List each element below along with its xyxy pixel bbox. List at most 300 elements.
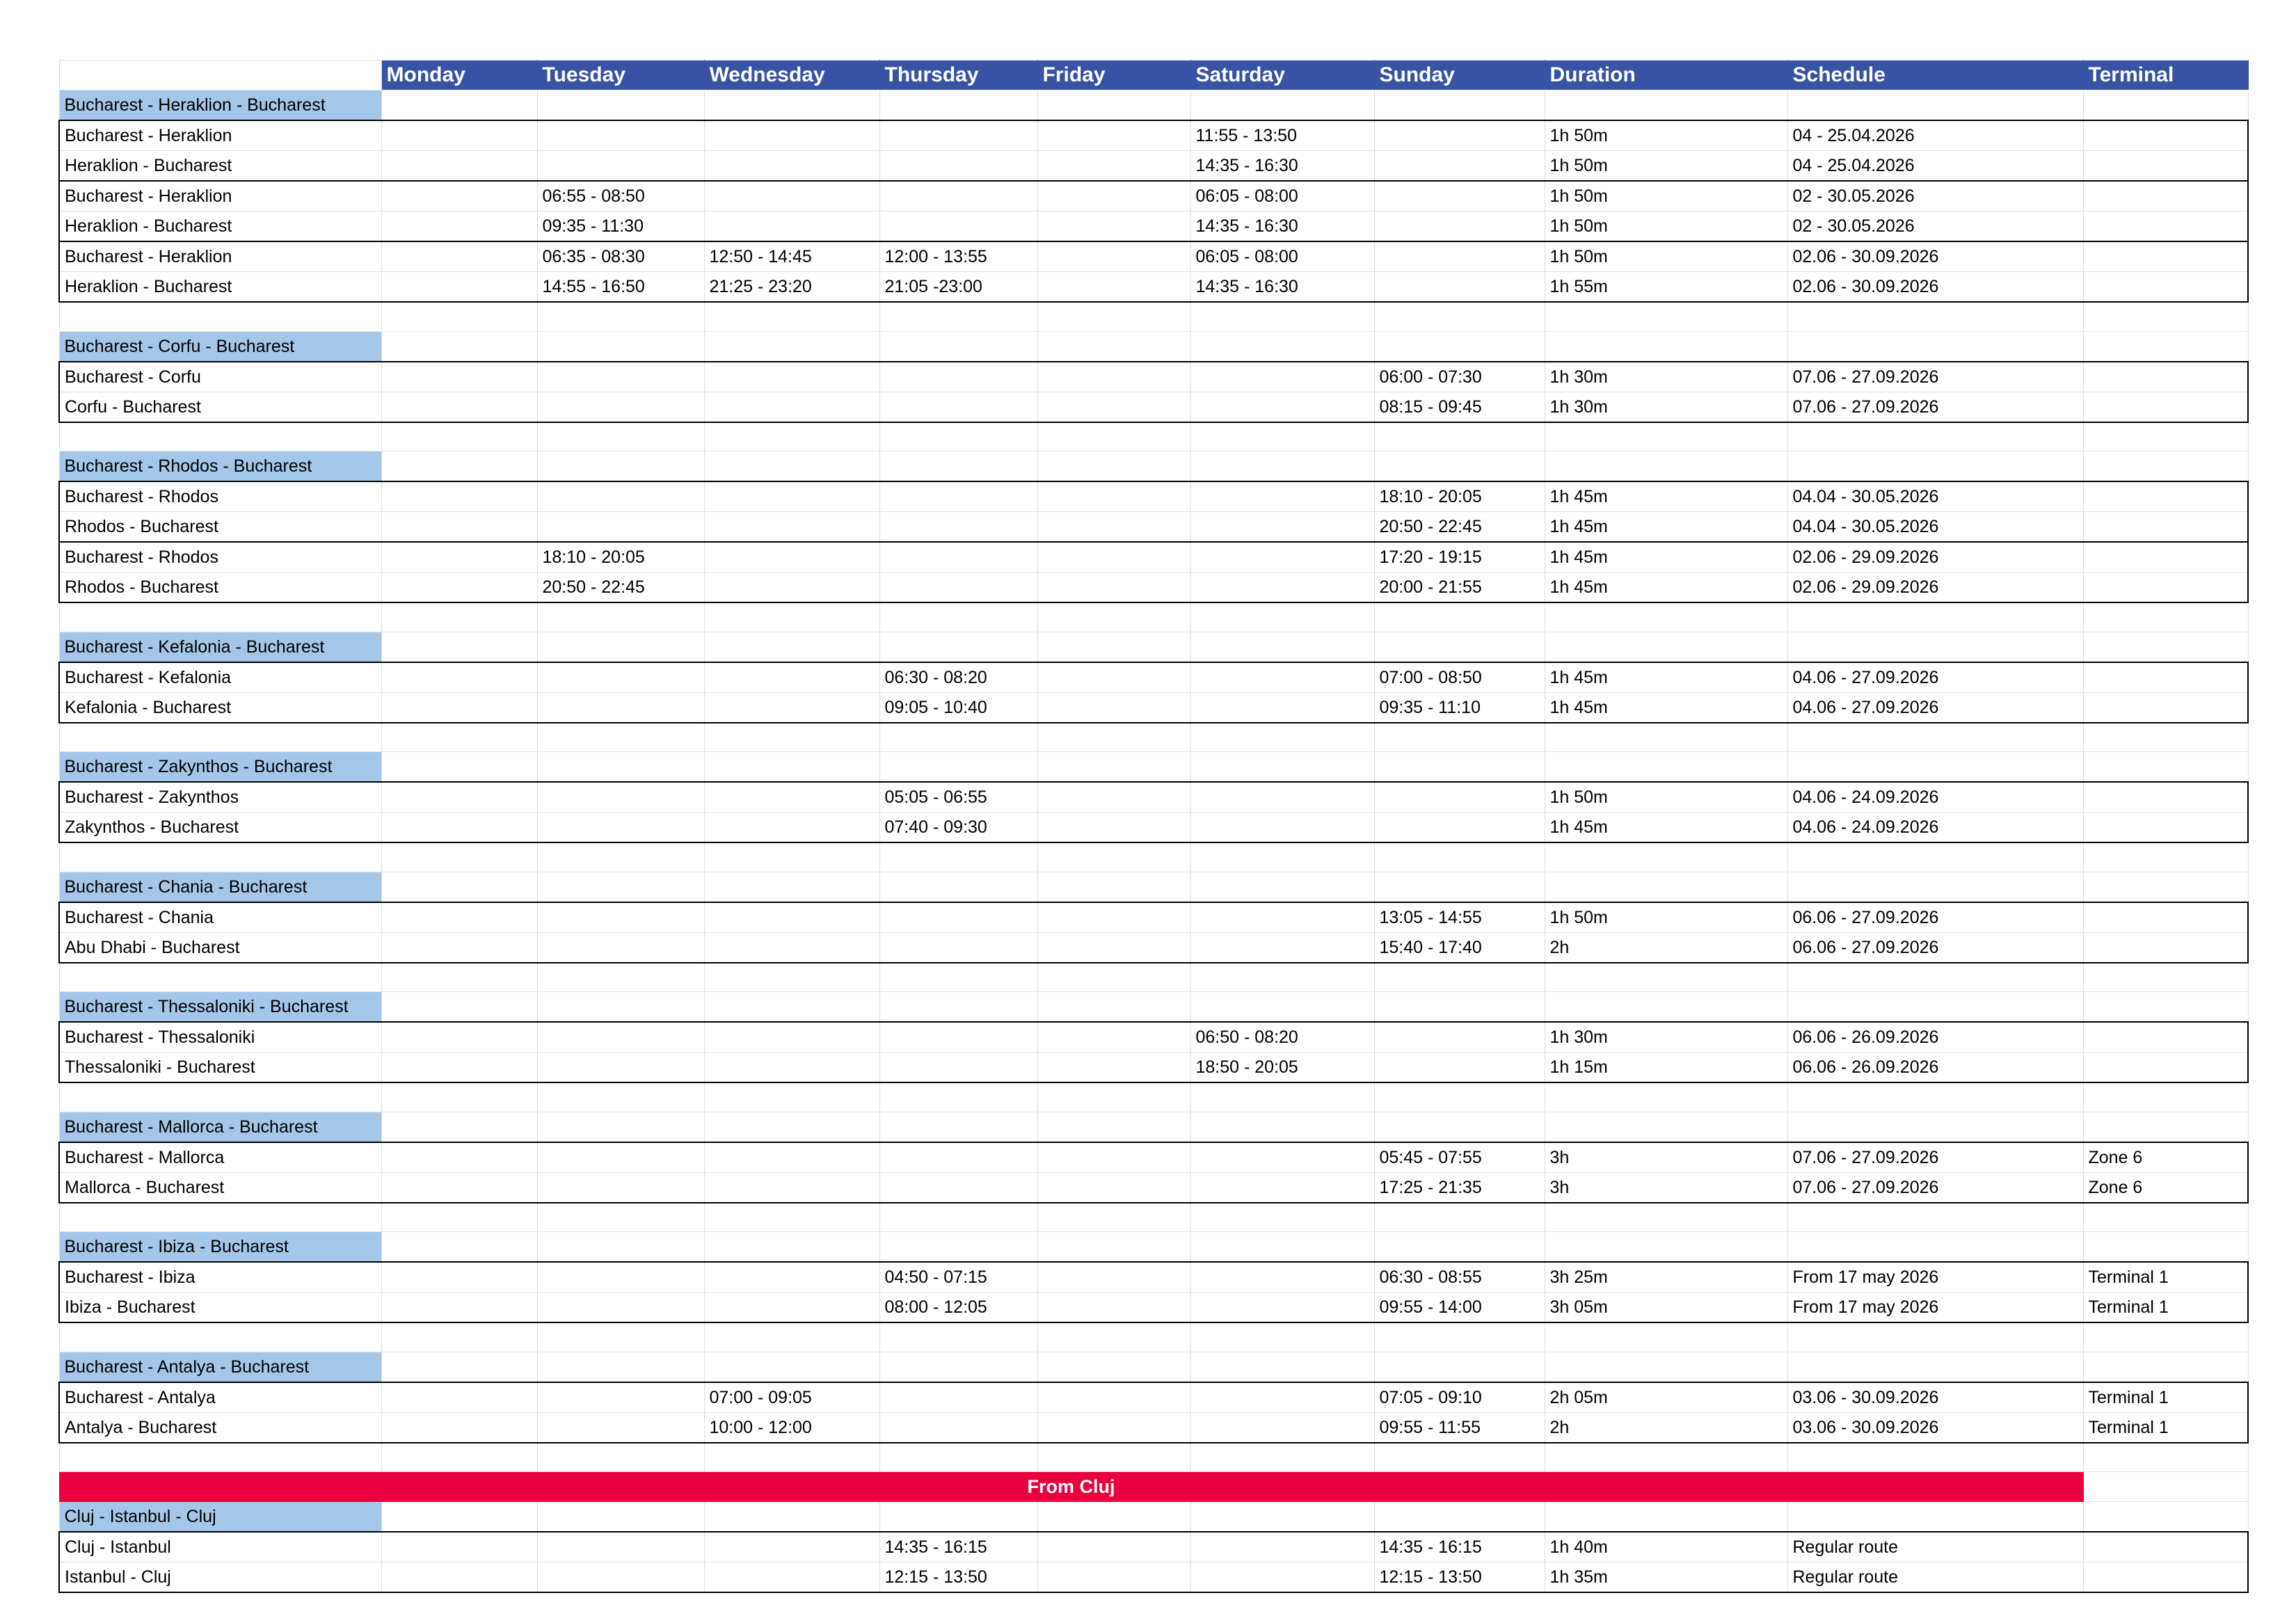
terminal-cell[interactable] bbox=[2083, 1053, 2248, 1083]
wednesday-cell[interactable] bbox=[704, 392, 879, 422]
schedule-cell[interactable]: 02.06 - 29.09.2026 bbox=[1787, 542, 2083, 573]
empty-cell[interactable] bbox=[537, 1322, 704, 1352]
column-header-wednesday[interactable]: Wednesday bbox=[704, 61, 879, 90]
monday-cell[interactable] bbox=[381, 573, 537, 603]
saturday-cell[interactable] bbox=[1190, 1293, 1374, 1323]
empty-cell[interactable] bbox=[704, 1112, 879, 1142]
saturday-cell[interactable] bbox=[1190, 573, 1374, 603]
monday-cell[interactable] bbox=[381, 1262, 537, 1293]
duration-cell[interactable]: 1h 45m bbox=[1545, 573, 1787, 603]
sunday-cell[interactable]: 08:15 - 09:45 bbox=[1374, 392, 1545, 422]
wednesday-cell[interactable] bbox=[704, 512, 879, 543]
sunday-cell[interactable]: 13:05 - 14:55 bbox=[1374, 902, 1545, 933]
empty-cell[interactable] bbox=[1374, 451, 1545, 482]
thursday-cell[interactable] bbox=[879, 1142, 1037, 1173]
empty-cell[interactable] bbox=[704, 632, 879, 662]
thursday-cell[interactable] bbox=[879, 481, 1037, 512]
route-cell[interactable]: Rhodos - Bucharest bbox=[59, 573, 381, 603]
schedule-cell[interactable]: 04.04 - 30.05.2026 bbox=[1787, 512, 2083, 543]
wednesday-cell[interactable] bbox=[704, 662, 879, 693]
route-group-label[interactable]: Bucharest - Rhodos - Bucharest bbox=[59, 451, 381, 482]
empty-cell[interactable] bbox=[1037, 90, 1190, 121]
empty-cell[interactable] bbox=[704, 723, 879, 752]
sunday-cell[interactable]: 09:55 - 11:55 bbox=[1374, 1412, 1545, 1443]
tuesday-cell[interactable] bbox=[537, 481, 704, 512]
empty-cell[interactable] bbox=[2083, 422, 2248, 451]
empty-cell[interactable] bbox=[1037, 1322, 1190, 1352]
empty-cell[interactable] bbox=[1190, 602, 1374, 632]
wednesday-cell[interactable]: 21:25 - 23:20 bbox=[704, 272, 879, 303]
route-cell[interactable]: Mallorca - Bucharest bbox=[59, 1172, 381, 1203]
saturday-cell[interactable] bbox=[1190, 512, 1374, 543]
thursday-cell[interactable] bbox=[879, 1172, 1037, 1203]
route-cell[interactable]: Bucharest - Heraklion bbox=[59, 181, 381, 211]
sunday-cell[interactable]: 07:05 - 09:10 bbox=[1374, 1382, 1545, 1413]
empty-cell[interactable] bbox=[1545, 1232, 1787, 1263]
empty-cell[interactable] bbox=[537, 1232, 704, 1263]
empty-cell[interactable] bbox=[1787, 90, 2083, 121]
thursday-cell[interactable] bbox=[879, 1382, 1037, 1413]
schedule-cell[interactable]: Regular route bbox=[1787, 1562, 2083, 1593]
empty-cell[interactable] bbox=[704, 872, 879, 902]
monday-cell[interactable] bbox=[381, 211, 537, 242]
empty-cell[interactable] bbox=[381, 963, 537, 992]
empty-cell[interactable] bbox=[1545, 1082, 1787, 1112]
empty-cell[interactable] bbox=[1787, 302, 2083, 331]
empty-cell[interactable] bbox=[1787, 1112, 2083, 1142]
empty-cell[interactable] bbox=[704, 963, 879, 992]
duration-cell[interactable]: 1h 15m bbox=[1545, 1053, 1787, 1083]
sunday-cell[interactable]: 05:45 - 07:55 bbox=[1374, 1142, 1545, 1173]
friday-cell[interactable] bbox=[1037, 542, 1190, 573]
thursday-cell[interactable]: 05:05 - 06:55 bbox=[879, 782, 1037, 813]
empty-cell[interactable] bbox=[1037, 602, 1190, 632]
saturday-cell[interactable] bbox=[1190, 932, 1374, 963]
schedule-cell[interactable]: 06.06 - 27.09.2026 bbox=[1787, 932, 2083, 963]
tuesday-cell[interactable] bbox=[537, 902, 704, 933]
thursday-cell[interactable] bbox=[879, 151, 1037, 182]
monday-cell[interactable] bbox=[381, 662, 537, 693]
empty-cell[interactable] bbox=[381, 1112, 537, 1142]
friday-cell[interactable] bbox=[1037, 1053, 1190, 1083]
column-header-friday[interactable]: Friday bbox=[1037, 61, 1190, 90]
empty-cell[interactable] bbox=[1190, 331, 1374, 362]
saturday-cell[interactable] bbox=[1190, 1262, 1374, 1293]
duration-cell[interactable]: 1h 50m bbox=[1545, 120, 1787, 151]
empty-cell[interactable] bbox=[1545, 1502, 1787, 1533]
duration-cell[interactable]: 1h 50m bbox=[1545, 782, 1787, 813]
empty-cell[interactable] bbox=[2083, 842, 2248, 872]
tuesday-cell[interactable] bbox=[537, 362, 704, 392]
monday-cell[interactable] bbox=[381, 512, 537, 543]
sunday-cell[interactable]: 09:55 - 14:00 bbox=[1374, 1293, 1545, 1323]
friday-cell[interactable] bbox=[1037, 120, 1190, 151]
header-corner-cell[interactable] bbox=[59, 61, 381, 90]
empty-cell[interactable] bbox=[879, 1352, 1037, 1382]
wednesday-cell[interactable]: 10:00 - 12:00 bbox=[704, 1412, 879, 1443]
empty-cell[interactable] bbox=[879, 1232, 1037, 1263]
duration-cell[interactable]: 1h 55m bbox=[1545, 272, 1787, 303]
route-cell[interactable]: Heraklion - Bucharest bbox=[59, 151, 381, 182]
tuesday-cell[interactable]: 09:35 - 11:30 bbox=[537, 211, 704, 242]
route-cell[interactable]: Bucharest - Mallorca bbox=[59, 1142, 381, 1173]
route-cell[interactable]: Kefalonia - Bucharest bbox=[59, 692, 381, 723]
friday-cell[interactable] bbox=[1037, 272, 1190, 303]
empty-cell[interactable] bbox=[1374, 1232, 1545, 1263]
saturday-cell[interactable] bbox=[1190, 662, 1374, 693]
saturday-cell[interactable]: 14:35 - 16:30 bbox=[1190, 151, 1374, 182]
route-cell[interactable]: Heraklion - Bucharest bbox=[59, 211, 381, 242]
empty-cell[interactable] bbox=[1374, 1322, 1545, 1352]
empty-cell[interactable] bbox=[381, 842, 537, 872]
empty-cell[interactable] bbox=[704, 1082, 879, 1112]
empty-cell[interactable] bbox=[879, 752, 1037, 783]
monday-cell[interactable] bbox=[381, 1022, 537, 1053]
saturday-cell[interactable] bbox=[1190, 1532, 1374, 1562]
empty-cell[interactable] bbox=[704, 90, 879, 121]
friday-cell[interactable] bbox=[1037, 1562, 1190, 1593]
friday-cell[interactable] bbox=[1037, 1022, 1190, 1053]
sunday-cell[interactable]: 18:10 - 20:05 bbox=[1374, 481, 1545, 512]
empty-cell[interactable] bbox=[59, 1082, 381, 1112]
empty-cell[interactable] bbox=[381, 632, 537, 662]
empty-cell[interactable] bbox=[1190, 302, 1374, 331]
empty-cell[interactable] bbox=[1545, 1203, 1787, 1232]
tuesday-cell[interactable] bbox=[537, 392, 704, 422]
monday-cell[interactable] bbox=[381, 1532, 537, 1562]
monday-cell[interactable] bbox=[381, 813, 537, 843]
empty-cell[interactable] bbox=[1374, 963, 1545, 992]
schedule-cell[interactable]: 04.04 - 30.05.2026 bbox=[1787, 481, 2083, 512]
empty-cell[interactable] bbox=[704, 302, 879, 331]
empty-cell[interactable] bbox=[1545, 1443, 1787, 1472]
empty-cell[interactable] bbox=[1374, 1352, 1545, 1382]
saturday-cell[interactable]: 14:35 - 16:30 bbox=[1190, 211, 1374, 242]
empty-cell[interactable] bbox=[1787, 1322, 2083, 1352]
route-group-label[interactable]: Bucharest - Antalya - Bucharest bbox=[59, 1352, 381, 1382]
empty-cell[interactable] bbox=[1190, 1082, 1374, 1112]
empty-cell[interactable] bbox=[879, 422, 1037, 451]
duration-cell[interactable]: 1h 50m bbox=[1545, 181, 1787, 211]
empty-cell[interactable] bbox=[59, 422, 381, 451]
empty-cell[interactable] bbox=[2083, 302, 2248, 331]
schedule-cell[interactable]: 03.06 - 30.09.2026 bbox=[1787, 1382, 2083, 1413]
thursday-cell[interactable] bbox=[879, 1412, 1037, 1443]
route-cell[interactable]: Abu Dhabi - Bucharest bbox=[59, 932, 381, 963]
tuesday-cell[interactable] bbox=[537, 120, 704, 151]
empty-cell[interactable] bbox=[1374, 302, 1545, 331]
empty-cell[interactable] bbox=[1787, 1082, 2083, 1112]
column-header-terminal[interactable]: Terminal bbox=[2083, 61, 2248, 90]
wednesday-cell[interactable]: 12:50 - 14:45 bbox=[704, 241, 879, 272]
wednesday-cell[interactable] bbox=[704, 1172, 879, 1203]
thursday-cell[interactable]: 12:15 - 13:50 bbox=[879, 1562, 1037, 1593]
column-header-sunday[interactable]: Sunday bbox=[1374, 61, 1545, 90]
empty-cell[interactable] bbox=[537, 723, 704, 752]
wednesday-cell[interactable] bbox=[704, 902, 879, 933]
sunday-cell[interactable]: 20:00 - 21:55 bbox=[1374, 573, 1545, 603]
monday-cell[interactable] bbox=[381, 1382, 537, 1413]
empty-cell[interactable] bbox=[1545, 872, 1787, 902]
schedule-cell[interactable]: From 17 may 2026 bbox=[1787, 1293, 2083, 1323]
duration-cell[interactable]: 1h 50m bbox=[1545, 151, 1787, 182]
column-header-duration[interactable]: Duration bbox=[1545, 61, 1787, 90]
column-header-schedule[interactable]: Schedule bbox=[1787, 61, 2083, 90]
friday-cell[interactable] bbox=[1037, 1412, 1190, 1443]
empty-cell[interactable] bbox=[1787, 842, 2083, 872]
friday-cell[interactable] bbox=[1037, 1532, 1190, 1562]
sunday-cell[interactable] bbox=[1374, 1022, 1545, 1053]
empty-cell[interactable] bbox=[537, 422, 704, 451]
empty-cell[interactable] bbox=[537, 1352, 704, 1382]
monday-cell[interactable] bbox=[381, 542, 537, 573]
empty-cell[interactable] bbox=[1787, 1203, 2083, 1232]
wednesday-cell[interactable]: 07:00 - 09:05 bbox=[704, 1382, 879, 1413]
sunday-cell[interactable]: 17:25 - 21:35 bbox=[1374, 1172, 1545, 1203]
empty-cell[interactable] bbox=[1374, 1203, 1545, 1232]
terminal-cell[interactable] bbox=[2083, 512, 2248, 543]
friday-cell[interactable] bbox=[1037, 813, 1190, 843]
empty-cell[interactable] bbox=[1787, 1352, 2083, 1382]
empty-cell[interactable] bbox=[1037, 1443, 1190, 1472]
route-group-label[interactable]: Bucharest - Chania - Bucharest bbox=[59, 872, 381, 902]
empty-cell[interactable] bbox=[1190, 1443, 1374, 1472]
duration-cell[interactable]: 1h 45m bbox=[1545, 692, 1787, 723]
schedule-cell[interactable]: 04.06 - 27.09.2026 bbox=[1787, 692, 2083, 723]
empty-cell[interactable] bbox=[704, 1352, 879, 1382]
terminal-cell[interactable] bbox=[2083, 902, 2248, 933]
friday-cell[interactable] bbox=[1037, 692, 1190, 723]
empty-cell[interactable] bbox=[704, 451, 879, 482]
terminal-cell[interactable] bbox=[2083, 392, 2248, 422]
empty-cell[interactable] bbox=[2083, 872, 2248, 902]
empty-cell[interactable] bbox=[1037, 422, 1190, 451]
friday-cell[interactable] bbox=[1037, 782, 1190, 813]
empty-cell[interactable] bbox=[879, 632, 1037, 662]
thursday-cell[interactable]: 12:00 - 13:55 bbox=[879, 241, 1037, 272]
wednesday-cell[interactable] bbox=[704, 1142, 879, 1173]
empty-cell[interactable] bbox=[1190, 723, 1374, 752]
empty-cell[interactable] bbox=[1787, 422, 2083, 451]
empty-cell[interactable] bbox=[59, 1322, 381, 1352]
terminal-cell[interactable]: Terminal 1 bbox=[2083, 1293, 2248, 1323]
empty-cell[interactable] bbox=[59, 1203, 381, 1232]
tuesday-cell[interactable] bbox=[537, 1532, 704, 1562]
schedule-cell[interactable]: 04.06 - 27.09.2026 bbox=[1787, 662, 2083, 693]
duration-cell[interactable]: 1h 45m bbox=[1545, 542, 1787, 573]
empty-cell[interactable] bbox=[1037, 992, 1190, 1023]
empty-cell[interactable] bbox=[879, 723, 1037, 752]
tuesday-cell[interactable] bbox=[537, 1142, 704, 1173]
empty-cell[interactable] bbox=[381, 872, 537, 902]
wednesday-cell[interactable] bbox=[704, 1053, 879, 1083]
duration-cell[interactable]: 1h 50m bbox=[1545, 902, 1787, 933]
terminal-cell[interactable] bbox=[2083, 181, 2248, 211]
empty-cell[interactable] bbox=[1190, 90, 1374, 121]
friday-cell[interactable] bbox=[1037, 392, 1190, 422]
empty-cell[interactable] bbox=[879, 872, 1037, 902]
empty-cell[interactable] bbox=[537, 331, 704, 362]
empty-cell[interactable] bbox=[879, 331, 1037, 362]
terminal-cell[interactable] bbox=[2083, 1562, 2248, 1593]
empty-cell[interactable] bbox=[1037, 963, 1190, 992]
terminal-cell[interactable] bbox=[2083, 1532, 2248, 1562]
monday-cell[interactable] bbox=[381, 181, 537, 211]
saturday-cell[interactable] bbox=[1190, 1142, 1374, 1173]
schedule-cell[interactable]: 07.06 - 27.09.2026 bbox=[1787, 1172, 2083, 1203]
empty-cell[interactable] bbox=[59, 1443, 381, 1472]
section-banner-label[interactable]: From Cluj bbox=[59, 1472, 2083, 1502]
empty-cell[interactable] bbox=[879, 1203, 1037, 1232]
empty-cell[interactable] bbox=[381, 1203, 537, 1232]
schedule-cell[interactable]: 06.06 - 27.09.2026 bbox=[1787, 902, 2083, 933]
empty-cell[interactable] bbox=[381, 1322, 537, 1352]
wednesday-cell[interactable] bbox=[704, 362, 879, 392]
empty-cell[interactable] bbox=[1545, 602, 1787, 632]
route-cell[interactable]: Istanbul - Cluj bbox=[59, 1562, 381, 1593]
empty-cell[interactable] bbox=[59, 842, 381, 872]
schedule-cell[interactable]: Regular route bbox=[1787, 1532, 2083, 1562]
monday-cell[interactable] bbox=[381, 902, 537, 933]
schedule-cell[interactable]: 04.06 - 24.09.2026 bbox=[1787, 813, 2083, 843]
empty-cell[interactable] bbox=[537, 1082, 704, 1112]
schedule-cell[interactable]: 07.06 - 27.09.2026 bbox=[1787, 1142, 2083, 1173]
empty-cell[interactable] bbox=[537, 1112, 704, 1142]
empty-cell[interactable] bbox=[1545, 1112, 1787, 1142]
empty-cell[interactable] bbox=[1545, 302, 1787, 331]
monday-cell[interactable] bbox=[381, 1562, 537, 1593]
empty-cell[interactable] bbox=[1787, 331, 2083, 362]
thursday-cell[interactable] bbox=[879, 542, 1037, 573]
route-group-label[interactable]: Bucharest - Mallorca - Bucharest bbox=[59, 1112, 381, 1142]
terminal-cell[interactable] bbox=[2083, 120, 2248, 151]
tuesday-cell[interactable] bbox=[537, 1262, 704, 1293]
tuesday-cell[interactable] bbox=[537, 1562, 704, 1593]
friday-cell[interactable] bbox=[1037, 1382, 1190, 1413]
terminal-cell[interactable] bbox=[2083, 272, 2248, 303]
wednesday-cell[interactable] bbox=[704, 542, 879, 573]
saturday-cell[interactable]: 06:50 - 08:20 bbox=[1190, 1022, 1374, 1053]
terminal-cell[interactable] bbox=[2083, 782, 2248, 813]
tuesday-cell[interactable] bbox=[537, 932, 704, 963]
empty-cell[interactable] bbox=[2083, 1203, 2248, 1232]
empty-cell[interactable] bbox=[879, 1322, 1037, 1352]
empty-cell[interactable] bbox=[1037, 1203, 1190, 1232]
empty-cell[interactable] bbox=[537, 451, 704, 482]
empty-cell[interactable] bbox=[704, 992, 879, 1023]
empty-cell[interactable] bbox=[1037, 451, 1190, 482]
empty-cell[interactable] bbox=[2083, 1352, 2248, 1382]
empty-cell[interactable] bbox=[381, 422, 537, 451]
empty-cell[interactable] bbox=[1545, 422, 1787, 451]
empty-cell[interactable] bbox=[2083, 632, 2248, 662]
empty-cell[interactable] bbox=[1037, 632, 1190, 662]
sunday-cell[interactable]: 20:50 - 22:45 bbox=[1374, 512, 1545, 543]
tuesday-cell[interactable] bbox=[537, 1382, 704, 1413]
empty-cell[interactable] bbox=[1374, 1502, 1545, 1533]
thursday-cell[interactable]: 21:05 -23:00 bbox=[879, 272, 1037, 303]
schedule-cell[interactable]: 02.06 - 29.09.2026 bbox=[1787, 573, 2083, 603]
monday-cell[interactable] bbox=[381, 120, 537, 151]
column-header-monday[interactable]: Monday bbox=[381, 61, 537, 90]
route-group-label[interactable]: Bucharest - Zakynthos - Bucharest bbox=[59, 752, 381, 783]
empty-cell[interactable] bbox=[1374, 992, 1545, 1023]
terminal-cell[interactable] bbox=[2083, 932, 2248, 963]
saturday-cell[interactable] bbox=[1190, 542, 1374, 573]
empty-cell[interactable] bbox=[1037, 842, 1190, 872]
empty-cell[interactable] bbox=[381, 992, 537, 1023]
tuesday-cell[interactable] bbox=[537, 782, 704, 813]
route-group-label[interactable]: Bucharest - Heraklion - Bucharest bbox=[59, 90, 381, 121]
thursday-cell[interactable] bbox=[879, 392, 1037, 422]
sunday-cell[interactable]: 06:00 - 07:30 bbox=[1374, 362, 1545, 392]
wednesday-cell[interactable] bbox=[704, 1562, 879, 1593]
duration-cell[interactable]: 2h 05m bbox=[1545, 1382, 1787, 1413]
empty-cell[interactable] bbox=[704, 1443, 879, 1472]
wednesday-cell[interactable] bbox=[704, 813, 879, 843]
route-cell[interactable]: Bucharest - Zakynthos bbox=[59, 782, 381, 813]
empty-cell[interactable] bbox=[537, 992, 704, 1023]
empty-cell[interactable] bbox=[879, 1112, 1037, 1142]
schedule-cell[interactable]: 07.06 - 27.09.2026 bbox=[1787, 362, 2083, 392]
empty-cell[interactable] bbox=[59, 723, 381, 752]
empty-cell[interactable] bbox=[381, 752, 537, 783]
empty-cell[interactable] bbox=[1545, 992, 1787, 1023]
route-group-label[interactable]: Bucharest - Corfu - Bucharest bbox=[59, 331, 381, 362]
monday-cell[interactable] bbox=[381, 362, 537, 392]
thursday-cell[interactable] bbox=[879, 902, 1037, 933]
empty-cell[interactable] bbox=[1374, 842, 1545, 872]
empty-cell[interactable] bbox=[1190, 872, 1374, 902]
wednesday-cell[interactable] bbox=[704, 1022, 879, 1053]
friday-cell[interactable] bbox=[1037, 512, 1190, 543]
thursday-cell[interactable] bbox=[879, 512, 1037, 543]
duration-cell[interactable]: 2h bbox=[1545, 1412, 1787, 1443]
empty-cell[interactable] bbox=[1374, 872, 1545, 902]
monday-cell[interactable] bbox=[381, 782, 537, 813]
thursday-cell[interactable] bbox=[879, 211, 1037, 242]
sunday-cell[interactable]: 09:35 - 11:10 bbox=[1374, 692, 1545, 723]
duration-cell[interactable]: 3h 25m bbox=[1545, 1262, 1787, 1293]
friday-cell[interactable] bbox=[1037, 181, 1190, 211]
empty-cell[interactable] bbox=[1374, 331, 1545, 362]
monday-cell[interactable] bbox=[381, 481, 537, 512]
empty-cell[interactable] bbox=[704, 1322, 879, 1352]
thursday-cell[interactable] bbox=[879, 932, 1037, 963]
terminal-cell[interactable] bbox=[2083, 542, 2248, 573]
saturday-cell[interactable]: 14:35 - 16:30 bbox=[1190, 272, 1374, 303]
empty-cell[interactable] bbox=[2083, 1472, 2248, 1502]
wednesday-cell[interactable] bbox=[704, 932, 879, 963]
empty-cell[interactable] bbox=[1190, 992, 1374, 1023]
empty-cell[interactable] bbox=[1037, 1112, 1190, 1142]
saturday-cell[interactable] bbox=[1190, 481, 1374, 512]
duration-cell[interactable]: 1h 45m bbox=[1545, 662, 1787, 693]
empty-cell[interactable] bbox=[1374, 1112, 1545, 1142]
wednesday-cell[interactable] bbox=[704, 573, 879, 603]
terminal-cell[interactable] bbox=[2083, 692, 2248, 723]
empty-cell[interactable] bbox=[537, 963, 704, 992]
empty-cell[interactable] bbox=[381, 90, 537, 121]
wednesday-cell[interactable] bbox=[704, 211, 879, 242]
empty-cell[interactable] bbox=[1037, 1502, 1190, 1533]
route-cell[interactable]: Rhodos - Bucharest bbox=[59, 512, 381, 543]
empty-cell[interactable] bbox=[704, 1203, 879, 1232]
thursday-cell[interactable] bbox=[879, 362, 1037, 392]
wednesday-cell[interactable] bbox=[704, 481, 879, 512]
empty-cell[interactable] bbox=[1545, 963, 1787, 992]
empty-cell[interactable] bbox=[879, 963, 1037, 992]
